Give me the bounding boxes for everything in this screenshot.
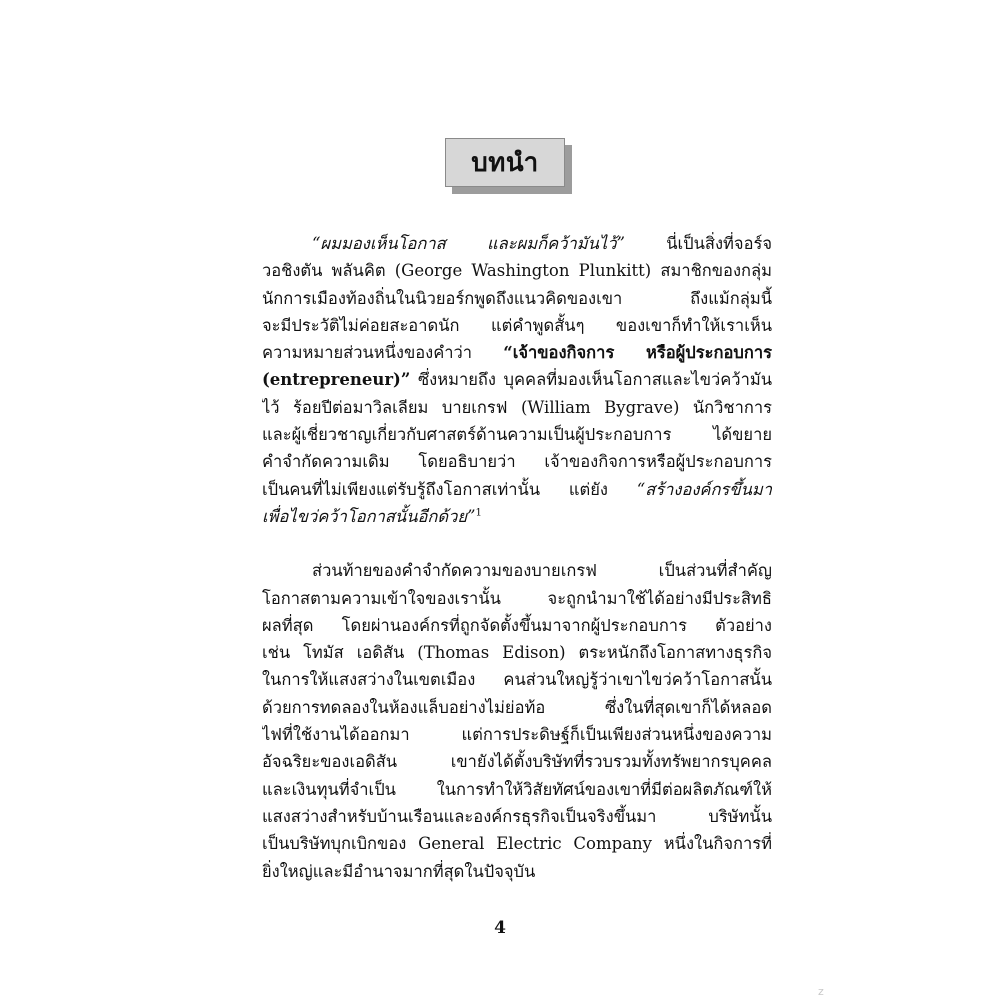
text-line: วอชิงตัน พลันคิต (George Washington Plunkitt) สมาชิกของกลุ่ม	[262, 261, 772, 281]
paragraph-spacer	[262, 530, 772, 557]
text-line: คำจำกัดความเดิม โดยอธิบายว่า เจ้าของกิจการหรือผู้ประกอบการ	[262, 452, 772, 472]
paragraph-2	[262, 557, 772, 885]
text-line: ในการให้แสงสว่างในเขตเมือง คนส่วนใหญ่รู้ว่าเขาไขว่คว้าโอกาสนั้น	[262, 670, 772, 690]
text-line: ไว้ ร้อยปีต่อมาวิลเลียม บายเกรฟ (William Bygrave) นักวิชาการ	[262, 397, 772, 417]
text-line: โอกาสตามความเข้าใจของเรานั้น จะถูกนำมาใช้ได้อย่างมีประสิทธิ	[262, 588, 772, 608]
text-line: อัจฉริยะของเอดิสัน เขายังได้ตั้งบริษัทที่รวบรวมทั้งทรัพยากรบุคคล	[262, 752, 772, 772]
text-line: และผู้เชี่ยวชาญเกี่ยวกับศาสตร์ด้านความเป็นผู้ประกอบการ ได้ขยาย	[262, 425, 772, 445]
text-line: เป็นบริษัทบุกเบิกของ General Electric Company หนึ่งในกิจการที่	[262, 834, 772, 854]
chapter-title: บทนำ	[471, 148, 539, 178]
italic-quote: เพื่อไขว่คว้าโอกาสนั้นอีกด้วย”	[262, 506, 476, 526]
text-line: ไฟที่ใช้งานได้ออกมา แต่การประดิษฐ์ก็เป็นเพียงส่วนหนึ่งของความ	[262, 725, 772, 745]
text-span: เป็นคนที่ไม่เพียงแต่รับรู้ถึงโอกาสเท่านั้น แต่ยัง	[262, 479, 637, 499]
text-span: ความหมายส่วนหนึ่งของคำว่า	[262, 343, 504, 363]
chapter-title-box	[445, 138, 565, 187]
bold-term: “เจ้าของกิจการ หรือผู้ประกอบการ	[503, 343, 772, 363]
opening-quote: “ผมมองเห็นโอกาส และผมก็คว้ามันไว้”	[312, 234, 625, 253]
italic-quote: “สร้างองค์กรขึ้นมา	[636, 479, 772, 499]
text-line: จะมีประวัติไม่ค่อยสะอาดนัก แต่คำพูดสั้นๆ ของเขาก็ทำให้เราเห็น	[262, 315, 772, 335]
text-span: ซึ่งหมายถึง บุคคลที่มองเห็นโอกาสและไขว่คว้ามัน	[410, 370, 772, 390]
text-line: นักการเมืองท้องถิ่นในนิวยอร์กพูดถึงแนวคิดของเขา ถึงแม้กลุ่มนี้	[262, 288, 772, 308]
text-line: แสงสว่างสำหรับบ้านเรือนและองค์กรธุรกิจเป็นจริงขึ้นมา บริษัทนั้น	[262, 806, 772, 826]
body-text	[262, 230, 772, 885]
text-line	[262, 476, 772, 503]
text-line: ยิ่งใหญ่และมีอำนาจมากที่สุดในปัจจุบัน	[262, 861, 536, 881]
text-span: นี่เป็นสิ่งที่จอร์จ	[624, 234, 772, 253]
text-line: ด้วยการทดลองในห้องแล็บอย่างไม่ย่อท้อ ซึ่งในที่สุดเขาก็ได้หลอด	[262, 697, 772, 717]
text-line: เช่น โทมัส เอดิสัน (Thomas Edison) ตระหนักถึงโอกาสทางธุรกิจ	[262, 643, 772, 663]
text-line: ผลที่สุด โดยผ่านองค์กรที่ถูกจัดตั้งขึ้นมาจากผู้ประกอบการ ตัวอย่าง	[262, 615, 772, 635]
paragraph-1	[262, 230, 772, 530]
bold-term: (entrepreneur)”	[262, 370, 411, 390]
text-line	[262, 503, 772, 530]
text-line: ส่วนท้ายของคำจำกัดความของบายเกรฟ เป็นส่วนที่สำคัญ	[312, 561, 772, 581]
text-line	[262, 339, 772, 366]
page-number: 4	[494, 918, 506, 938]
text-line	[262, 230, 772, 257]
watermark: z	[818, 985, 824, 998]
text-line: และเงินทุนที่จำเป็น ในการทำให้วิสัยทัศน์ของเขาที่มีต่อผลิตภัณฑ์ให้	[262, 779, 772, 799]
text-line	[262, 366, 772, 393]
footnote-marker[interactable]: 1	[475, 507, 482, 519]
